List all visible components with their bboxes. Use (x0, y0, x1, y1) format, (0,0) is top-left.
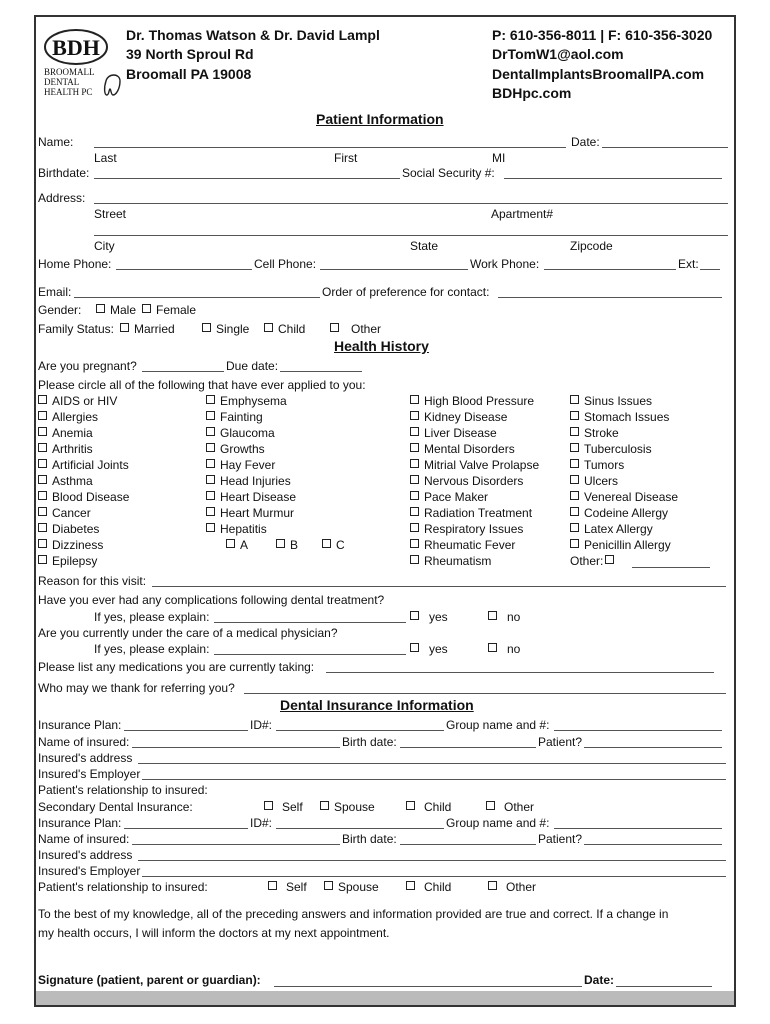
address-street-field[interactable] (94, 203, 728, 204)
secondary-employer-label: Insured's Employer (38, 864, 141, 878)
logo-line3: HEALTH PC (44, 87, 93, 97)
checkbox-icon[interactable] (410, 395, 419, 404)
checkbox-icon[interactable] (276, 539, 285, 548)
logo-line1: BROOMALL (44, 67, 95, 77)
physician-explain-field[interactable] (214, 654, 406, 655)
condition-label: Stroke (584, 426, 619, 440)
checkbox-icon[interactable] (38, 427, 47, 436)
checkbox-icon[interactable] (38, 523, 47, 532)
secondary-address-label: Insured's address (38, 848, 133, 862)
condition-label: High Blood Pressure (424, 394, 535, 408)
signature-date-label: Date: (584, 973, 615, 987)
condition-option[interactable] (38, 490, 129, 504)
checkbox-icon[interactable] (206, 459, 215, 468)
condition-label: Emphysema (220, 394, 287, 408)
checkbox-icon[interactable] (264, 323, 273, 332)
condition-option[interactable] (570, 426, 619, 440)
zipcode-caption: Zipcode (570, 239, 613, 253)
condition-option[interactable] (38, 458, 129, 472)
secondary-birth-date-label: Birth date: (342, 832, 397, 846)
practice-website-short: BDHpc.com (492, 85, 572, 101)
secondary-child-option[interactable]: Child (406, 800, 451, 814)
street-caption: Street (94, 207, 127, 221)
condition-label: Hay Fever (220, 458, 276, 472)
logo-initials: BDH (52, 35, 100, 60)
checkbox-icon[interactable] (410, 611, 419, 620)
physician-question: Are you currently under the care of a medical physician? (38, 626, 338, 640)
condition-option[interactable] (38, 554, 97, 568)
checkbox-icon[interactable] (206, 427, 215, 436)
insurance-id-field[interactable] (276, 730, 444, 731)
insurance-id-label: ID#: (250, 718, 273, 732)
checkbox-icon[interactable] (570, 475, 579, 484)
secondary-patient-field[interactable] (584, 844, 722, 845)
condition-option[interactable] (206, 442, 265, 456)
secondary-spouse-option[interactable]: Spouse (320, 800, 375, 814)
patient-relation-label: Patient? (538, 735, 583, 749)
condition-label: Rheumatic Fever (424, 538, 516, 552)
condition-label: Mental Disorders (424, 442, 515, 456)
health-history-title: Health History (334, 338, 429, 354)
practice-email: DrTomW1@aol.com (492, 46, 624, 62)
cell-phone-field[interactable] (320, 269, 468, 270)
patient-relation-field[interactable] (584, 747, 722, 748)
condition-option[interactable] (410, 490, 488, 504)
referral-field[interactable] (244, 693, 726, 694)
family-child-option[interactable]: Child (264, 322, 305, 336)
cell-phone-label: Cell Phone: (254, 257, 317, 271)
checkbox-icon[interactable] (206, 443, 215, 452)
condition-label: Epilepsy (52, 554, 98, 568)
hepatitis-a-option[interactable]: A (226, 538, 248, 552)
reason-for-visit-label: Reason for this visit: (38, 574, 147, 588)
physician-no-option[interactable]: no (488, 642, 520, 656)
complications-no-option[interactable]: no (488, 610, 520, 624)
insured-address-label: Insured's address (38, 751, 133, 765)
checkbox-icon[interactable] (206, 411, 215, 420)
condition-option[interactable] (570, 474, 618, 488)
secondary-other-option[interactable]: Other (486, 800, 534, 814)
condition-label: Dizziness (52, 538, 104, 552)
secondary-self-option[interactable]: Self (264, 800, 303, 814)
condition-label: Glaucoma (220, 426, 275, 440)
insured-name-label: Name of insured: (38, 735, 130, 749)
checkbox-icon[interactable] (264, 801, 273, 810)
condition-label: Liver Disease (424, 426, 497, 440)
checkbox-icon[interactable] (38, 411, 47, 420)
insured-employer-field[interactable] (142, 779, 726, 780)
condition-label: Pace Maker (424, 490, 489, 504)
due-date-field[interactable] (280, 371, 362, 372)
complications-explain-label: If yes, please explain: (94, 610, 210, 624)
last-name-caption: Last (94, 151, 117, 165)
family-status-label: Family Status: (38, 322, 115, 336)
condition-label: Radiation Treatment (424, 506, 533, 520)
secondary-id-field[interactable] (276, 828, 444, 829)
footer-bar (36, 991, 734, 1005)
condition-label: Mitrial Valve Prolapse (424, 458, 540, 472)
checkbox-icon[interactable] (410, 411, 419, 420)
first-name-caption: First (334, 151, 358, 165)
checkbox-icon[interactable] (488, 881, 497, 890)
relationship-self-option[interactable]: Self (268, 880, 307, 894)
hepatitis-b-option[interactable]: B (276, 538, 298, 552)
condition-label: Asthma (52, 474, 93, 488)
condition-label: Cancer (52, 506, 91, 520)
physician-yes-option[interactable]: yes (410, 642, 448, 656)
condition-option[interactable] (410, 522, 523, 536)
condition-label: Hepatitis (220, 522, 267, 536)
condition-option[interactable] (38, 394, 117, 408)
condition-label: Rheumatism (424, 554, 492, 568)
family-single-option[interactable]: Single (202, 322, 249, 336)
condition-label: Penicillin Allergy (584, 538, 671, 552)
condition-label: Growths (220, 442, 265, 456)
checkbox-icon[interactable] (410, 427, 419, 436)
checkbox-icon[interactable] (570, 443, 579, 452)
signature-field[interactable] (274, 986, 582, 987)
checkbox-icon[interactable] (206, 491, 215, 500)
condition-option[interactable] (206, 410, 263, 424)
checkbox-icon[interactable] (570, 491, 579, 500)
secondary-employer-field[interactable] (142, 876, 726, 877)
checkbox-icon[interactable] (570, 523, 579, 532)
checkbox-icon[interactable] (120, 323, 129, 332)
condition-label: Anemia (52, 426, 93, 440)
name-field[interactable] (94, 147, 566, 148)
work-phone-label: Work Phone: (470, 257, 540, 271)
dental-insurance-title: Dental Insurance Information (280, 697, 474, 713)
checkbox-icon[interactable] (38, 491, 47, 500)
checkbox-icon[interactable] (206, 507, 215, 516)
practice-phone: P: 610-356-8011 | F: 610-356-3020 (492, 27, 713, 43)
checkbox-icon[interactable] (410, 443, 419, 452)
condition-option[interactable] (410, 410, 507, 424)
checkbox-icon[interactable] (488, 611, 497, 620)
condition-option[interactable] (38, 426, 93, 440)
doctors-name: Dr. Thomas Watson & Dr. David Lampl (126, 27, 380, 43)
secondary-insurance-label: Secondary Dental Insurance: (38, 800, 193, 814)
checkbox-icon[interactable] (410, 491, 419, 500)
checkbox-icon[interactable] (324, 881, 333, 890)
insured-birth-date-field[interactable] (400, 747, 536, 748)
secondary-insured-name-label: Name of insured: (38, 832, 130, 846)
logo-line2: DENTAL (44, 77, 80, 87)
gender-female-option[interactable]: Female (142, 303, 196, 317)
checkbox-icon[interactable] (570, 395, 579, 404)
home-phone-field[interactable] (116, 269, 252, 270)
secondary-birth-date-field[interactable] (400, 844, 536, 845)
secondary-address-field[interactable] (138, 860, 726, 861)
complications-yes-option[interactable]: yes (410, 610, 448, 624)
checkbox-icon[interactable] (142, 304, 151, 313)
checkbox-icon[interactable] (206, 475, 215, 484)
condition-option[interactable] (410, 394, 534, 408)
checkbox-icon[interactable] (570, 459, 579, 468)
attestation-line-2: my health occurs, I will inform the doctors at my next appointment. (38, 926, 390, 940)
condition-label: Tumors (584, 458, 625, 472)
insurance-plan-label: Insurance Plan: (38, 718, 122, 732)
condition-option[interactable] (38, 474, 93, 488)
signature-date-field[interactable] (616, 986, 712, 987)
condition-option[interactable] (410, 474, 523, 488)
insurance-plan-field[interactable] (124, 730, 248, 731)
secondary-group-label: Group name and #: (446, 816, 550, 830)
condition-label: Heart Disease (220, 490, 297, 504)
birthdate-field[interactable] (94, 178, 400, 179)
checkbox-icon[interactable] (410, 539, 419, 548)
medications-label: Please list any medications you are currently taking: (38, 660, 315, 674)
insured-birth-date-label: Birth date: (342, 735, 397, 749)
secondary-group-field[interactable] (554, 828, 722, 829)
secondary-plan-field[interactable] (124, 828, 248, 829)
form-page (34, 15, 736, 1007)
checkbox-icon[interactable] (570, 539, 579, 548)
insured-name-field[interactable] (132, 747, 340, 748)
checkbox-icon[interactable] (38, 443, 47, 452)
condition-label: Tuberculosis (584, 442, 652, 456)
condition-option[interactable] (38, 506, 91, 520)
condition-label: Artificial Joints (52, 458, 129, 472)
checkbox-icon[interactable] (226, 539, 235, 548)
other-condition-label[interactable]: Other: (570, 554, 619, 568)
physician-explain-label: If yes, please explain: (94, 642, 210, 656)
practice-website: DentalImplantsBroomallPA.com (492, 66, 705, 82)
insured-address-field[interactable] (138, 763, 726, 764)
insured-employer-label: Insured's Employer (38, 767, 141, 781)
city-caption: City (94, 239, 115, 253)
checkbox-icon[interactable] (410, 475, 419, 484)
address-label: Address: (38, 191, 86, 205)
condition-label: Heart Murmur (220, 506, 295, 520)
other-condition-field[interactable] (632, 567, 710, 568)
condition-option[interactable] (570, 490, 678, 504)
gender-male-option[interactable]: Male (96, 303, 136, 317)
condition-label: Respiratory Issues (424, 522, 524, 536)
condition-option[interactable] (570, 442, 652, 456)
condition-option[interactable] (410, 554, 491, 568)
due-date-label: Due date: (226, 359, 279, 373)
condition-option[interactable] (38, 538, 103, 552)
pregnant-field[interactable] (142, 371, 224, 372)
checkbox-icon[interactable] (406, 881, 415, 890)
complications-explain-field[interactable] (214, 622, 406, 623)
patient-information-title: Patient Information (316, 111, 444, 127)
checkbox-icon[interactable] (202, 323, 211, 332)
contact-preference-label: Order of preference for contact: (322, 285, 490, 299)
medications-field[interactable] (326, 672, 714, 673)
checkbox-icon[interactable] (320, 801, 329, 810)
condition-option[interactable] (410, 458, 539, 472)
condition-option[interactable] (410, 442, 515, 456)
practice-street: 39 North Sproul Rd (126, 46, 254, 62)
checkbox-icon[interactable] (605, 555, 614, 564)
work-phone-field[interactable] (544, 269, 676, 270)
condition-label: Codeine Allergy (584, 506, 669, 520)
ssn-field[interactable] (504, 178, 722, 179)
secondary-patient-label: Patient? (538, 832, 583, 846)
relationship-label: Patient's relationship to insured: (38, 783, 208, 797)
condition-option[interactable] (206, 490, 296, 504)
contact-preference-field[interactable] (498, 297, 722, 298)
checkbox-icon[interactable] (38, 507, 47, 516)
condition-option[interactable] (570, 538, 671, 552)
checkbox-icon[interactable] (206, 523, 215, 532)
insurance-group-field[interactable] (554, 730, 722, 731)
checkbox-icon[interactable] (410, 523, 419, 532)
condition-option[interactable] (410, 506, 532, 520)
ext-label: Ext: (678, 257, 699, 271)
condition-option[interactable] (206, 522, 267, 536)
condition-option[interactable] (570, 458, 624, 472)
condition-label: Sinus Issues (584, 394, 653, 408)
apartment-caption: Apartment# (491, 207, 554, 221)
date-field[interactable] (602, 147, 728, 148)
condition-label: Fainting (220, 410, 263, 424)
secondary-plan-label: Insurance Plan: (38, 816, 122, 830)
insurance-group-label: Group name and #: (446, 718, 550, 732)
condition-option[interactable] (206, 474, 291, 488)
condition-label: Diabetes (52, 522, 100, 536)
logo-mark (42, 25, 124, 99)
condition-option[interactable] (410, 538, 515, 552)
relationship-child-option[interactable]: Child (406, 880, 451, 894)
checkbox-icon[interactable] (38, 555, 47, 564)
condition-option[interactable] (38, 522, 99, 536)
secondary-id-label: ID#: (250, 816, 273, 830)
condition-label: Venereal Disease (584, 490, 679, 504)
condition-option[interactable] (570, 394, 652, 408)
checkbox-icon[interactable] (38, 395, 47, 404)
attestation-line-1: To the best of my knowledge, all of the preceding answers and information provided are true and correct. If a change in (38, 907, 669, 921)
family-married-option[interactable]: Married (120, 322, 175, 336)
condition-option[interactable] (206, 506, 294, 520)
checkbox-icon[interactable] (96, 304, 105, 313)
condition-option[interactable] (206, 394, 287, 408)
circle-instructions: Please circle all of the following that have ever applied to you: (38, 378, 366, 392)
name-label: Name: (38, 135, 74, 149)
complications-question: Have you ever had any complications following dental treatment? (38, 593, 385, 607)
condition-label: AIDS or HIV (52, 394, 118, 408)
condition-label: Ulcers (584, 474, 619, 488)
condition-option[interactable] (570, 522, 653, 536)
checkbox-icon[interactable] (410, 507, 419, 516)
checkbox-icon[interactable] (570, 411, 579, 420)
checkbox-icon[interactable] (38, 539, 47, 548)
condition-label: Allergies (52, 410, 99, 424)
gender-label: Gender: (38, 303, 82, 317)
checkbox-icon[interactable] (410, 555, 419, 564)
checkbox-icon[interactable] (206, 395, 215, 404)
tooth-icon (105, 75, 120, 95)
family-other-option[interactable]: Other (330, 322, 381, 336)
condition-label: Kidney Disease (424, 410, 508, 424)
condition-label: Latex Allergy (584, 522, 653, 536)
condition-option[interactable] (570, 410, 669, 424)
address-city-field[interactable] (94, 235, 728, 236)
checkbox-icon[interactable] (570, 427, 579, 436)
checkbox-icon[interactable] (268, 881, 277, 890)
condition-label: Stomach Issues (584, 410, 670, 424)
ssn-label: Social Security #: (402, 166, 495, 180)
checkbox-icon[interactable] (410, 459, 419, 468)
reason-for-visit-field[interactable] (152, 586, 726, 587)
relationship-other-option[interactable]: Other (488, 880, 536, 894)
checkbox-icon[interactable] (38, 475, 47, 484)
checkbox-icon[interactable] (486, 801, 495, 810)
condition-label: Blood Disease (52, 490, 130, 504)
condition-option[interactable] (206, 426, 275, 440)
checkbox-icon[interactable] (570, 507, 579, 516)
signature-label: Signature (patient, parent or guardian): (38, 973, 261, 987)
checkbox-icon[interactable] (38, 459, 47, 468)
relationship-spouse-option[interactable]: Spouse (324, 880, 379, 894)
condition-option[interactable] (206, 458, 275, 472)
condition-option[interactable] (410, 426, 497, 440)
practice-city: Broomall PA 19008 (126, 66, 252, 82)
condition-label: Head Injuries (220, 474, 291, 488)
condition-option[interactable] (38, 442, 93, 456)
middle-initial-caption: MI (492, 151, 506, 165)
ext-field[interactable] (700, 269, 720, 270)
secondary-relationship-label: Patient's relationship to insured: (38, 880, 208, 894)
condition-option[interactable] (38, 410, 98, 424)
pregnant-label: Are you pregnant? (38, 359, 137, 373)
checkbox-icon[interactable] (330, 323, 339, 332)
referral-label: Who may we thank for referring you? (38, 681, 235, 695)
condition-label: Arthritis (52, 442, 93, 456)
birthdate-label: Birthdate: (38, 166, 90, 180)
hepatitis-c-option[interactable]: C (322, 538, 345, 552)
condition-option[interactable] (570, 506, 668, 520)
checkbox-icon[interactable] (406, 801, 415, 810)
practice-logo (42, 25, 124, 99)
email-field[interactable] (74, 297, 320, 298)
home-phone-label: Home Phone: (38, 257, 112, 271)
checkbox-icon[interactable] (488, 643, 497, 652)
condition-label: Nervous Disorders (424, 474, 524, 488)
date-label: Date: (571, 135, 600, 149)
email-label: Email: (38, 285, 72, 299)
checkbox-icon[interactable] (410, 643, 419, 652)
checkbox-icon[interactable] (322, 539, 331, 548)
state-caption: State (410, 239, 439, 253)
secondary-insured-name-field[interactable] (132, 844, 340, 845)
